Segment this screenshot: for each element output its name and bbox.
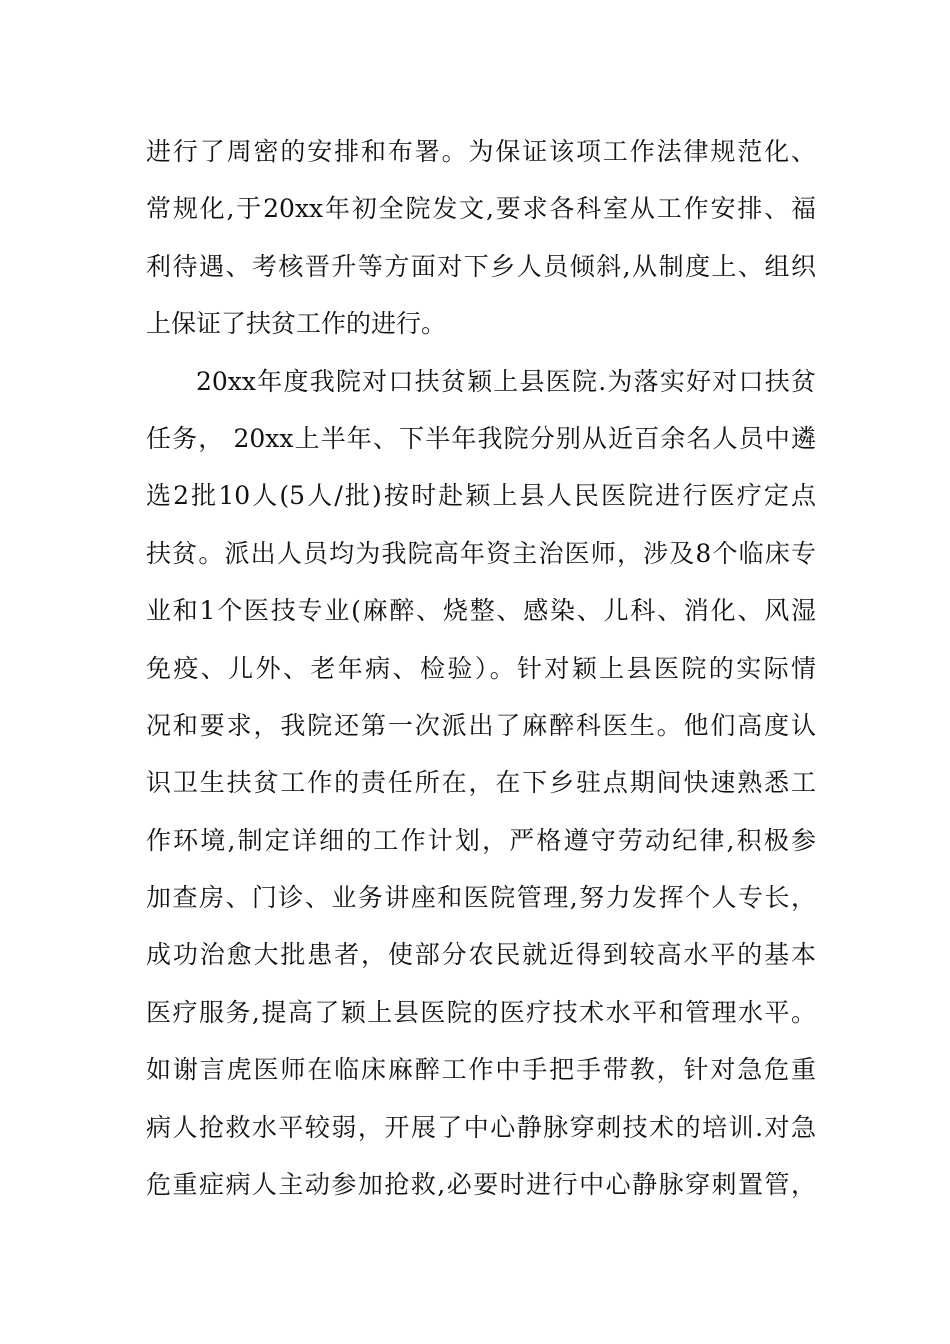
paragraph-2-line-2: 任务， 20xx上半年、下半年我院分别从近百余名人员中遴	[146, 423, 816, 453]
paragraph-2-line-14: 病人抢救水平较弱，开展了中心静脉穿刺技术的培训.对急	[146, 1112, 816, 1142]
paragraph-2-line-15: 危重症病人主动参加抢救,必要时进行中心静脉穿刺置管，	[146, 1170, 816, 1200]
paragraph-2-line-4: 扶贫。派出人员均为我院高年资主治医师，涉及8个临床专	[146, 538, 816, 568]
paragraph-1-line-2: 常规化,于20xx年初全院发文,要求各科室从工作安排、福	[146, 194, 816, 224]
paragraph-1-line-3: 利待遇、考核晋升等方面对下乡人员倾斜,从制度上、组织	[146, 251, 816, 281]
paragraph-2-line-6: 免疫、儿外、老年病、检验）。针对颖上县医院的实际情	[146, 653, 816, 683]
body-text	[146, 128, 816, 1218]
paragraph-2-line-5: 业和1个医技专业(麻醉、烧整、感染、儿科、消化、风湿	[146, 596, 816, 626]
paragraph-2-line-1: 20xx年度我院对口扶贫颖上县医院.为落实好对口扶贫	[196, 366, 816, 396]
paragraph-1-line-4: 上保证了扶贫工作的进行。	[146, 309, 447, 339]
paragraph-1-line-1: 进行了周密的安排和布署。为保证该项工作法律规范化、	[146, 137, 816, 166]
paragraph-2-line-3: 选2批10人(5人/批)按时赴颖上县人民医院进行医疗定点	[146, 481, 816, 511]
paragraph-2-line-8: 识卫生扶贫工作的责任所在，在下乡驻点期间快速熟悉工	[146, 768, 816, 798]
paragraph-2-line-13: 如谢言虎医师在临床麻醉工作中手把手带教，针对急危重	[146, 1055, 816, 1085]
paragraph-2-line-11: 成功治愈大批患者，使部分农民就近得到较高水平的基本	[146, 940, 816, 970]
paragraph-2-line-9: 作环境,制定详细的工作计划，严格遵守劳动纪律,积极参	[146, 825, 816, 855]
paragraph-2-line-12: 医疗服务,提高了颖上县医院的医疗技术水平和管理水平。	[146, 997, 816, 1027]
paragraph-2-line-7: 况和要求，我院还第一次派出了麻醉科医生。他们高度认	[146, 710, 816, 740]
paragraph-2-line-10: 加查房、门诊、业务讲座和医院管理,努力发挥个人专长，	[146, 883, 816, 913]
